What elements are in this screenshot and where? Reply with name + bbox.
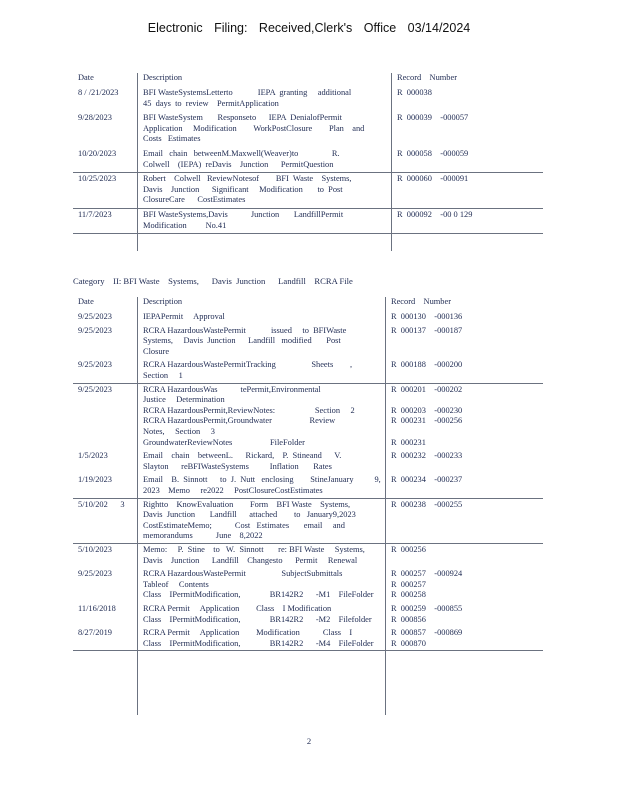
- row-record-number: R 000257: [391, 579, 426, 589]
- row-date: 9/25/2023: [78, 312, 112, 321]
- category-heading: Category II: BFI Waste Systems, Davis Junction Landfill RCRA File: [73, 276, 353, 286]
- column-header-record-number: Record Number: [391, 297, 452, 306]
- row-description-line: 2023 Memo re2022 PostClosureCostEstimates: [143, 485, 323, 495]
- row-description-line: Notes, Section 3: [143, 426, 215, 436]
- row-record-number: R 000188 -000200: [391, 360, 463, 370]
- row-description-line: Robert Colwell ReviewNotesof BFI Waste Systems,: [143, 174, 352, 184]
- row-description-line: RCRA HazardousWastePermit issued to BFIWaste: [143, 325, 347, 335]
- row-record-number: R 000201 -000202: [391, 384, 463, 394]
- row-description-line: BFI WasteSystemsLetterto IEPA granting additional: [143, 88, 352, 97]
- row-description-line: GroundwaterReviewNotes FileFolder: [143, 437, 305, 447]
- row-description-line: RCRA Permit Application Modification Class I: [143, 628, 353, 638]
- row-date: 8 / /21/2023: [78, 88, 119, 97]
- column-header-description: Description: [143, 297, 183, 306]
- row-record-number: R 000234 -000237: [391, 475, 463, 485]
- table-row: [73, 500, 543, 542]
- row-description-line: RCRA Permit Application Class I Modification: [143, 604, 332, 613]
- row-record-number: R 000870: [391, 638, 426, 648]
- row-description-line: RCRA HazardousPermit,Groundwater Review: [143, 416, 336, 426]
- row-description-line: Class IPermitModification, BR142R2 -M4 FileFolder: [143, 638, 374, 648]
- row-description-line: Modification No.41: [143, 220, 227, 230]
- row-date: 10/25/2023: [78, 174, 117, 184]
- row-separator: [73, 208, 543, 209]
- row-date: 9/25/2023: [78, 325, 112, 335]
- row-description-line: Justice Determination: [143, 395, 225, 405]
- row-record-number: R 000232 -000233: [391, 451, 463, 461]
- row-description-line: ClosureCare CostEstimates: [143, 195, 246, 205]
- table-bottom-rule: [73, 233, 543, 234]
- row-description-line: Email chain betweenL. Rickard, P. Stineand V.: [143, 451, 342, 461]
- row-record-number: R 000857 -000869: [391, 628, 463, 638]
- row-description-line: CostEstimateMemo; Cost Estimates email and: [143, 520, 345, 530]
- row-record-number: R 000039 -000057: [397, 113, 469, 123]
- page-number: 2: [306, 736, 312, 746]
- row-description-line: Davis Junction Landfill Changesto Permit Renewal: [143, 555, 358, 565]
- row-description-line: memorandums June 8,2022: [143, 531, 263, 541]
- row-date: 1/19/2023: [78, 475, 112, 485]
- row-record-number: R 000137 -000187: [391, 325, 463, 335]
- row-date: 9/28/2023: [78, 113, 112, 123]
- column-header-date: Date: [78, 73, 94, 82]
- row-description-line: 45 days to review PermitApplication: [143, 98, 279, 108]
- row-record-number: R 000231: [391, 437, 426, 447]
- row-date: 10/20/2023: [78, 149, 117, 158]
- row-record-number: R 000058 -000059: [397, 149, 469, 158]
- column-header-record-number: Record Number: [397, 73, 458, 82]
- table-row: [73, 475, 543, 496]
- row-description-line: Slayton reBFIWasteSystems Inflation Rates: [143, 461, 332, 471]
- row-date: 9/25/2023: [78, 360, 112, 370]
- table-row: [73, 113, 543, 145]
- row-record-number: R 000231 -000256: [391, 416, 463, 426]
- table-row: [73, 149, 543, 170]
- row-date: 1/5/2023: [78, 451, 108, 461]
- row-description-line: Colwell (IEPA) reDavis Junction PermitQuestion: [143, 159, 334, 169]
- row-record-number: R 000092 -00 0 129: [397, 210, 473, 219]
- row-separator: [73, 543, 543, 544]
- records-table-2: [73, 297, 543, 715]
- row-description-line: Davis Junction Significant Modification to Post: [143, 184, 343, 194]
- table-row: [73, 88, 543, 109]
- table-row: [73, 569, 543, 601]
- row-record-number: R 000238 -000255: [391, 499, 463, 509]
- row-record-number: R 000257 -000924: [391, 569, 463, 579]
- table-row: [73, 360, 543, 381]
- row-record-number: R 000060 -000091: [397, 174, 469, 184]
- row-record-number: R 000203 -000230: [391, 405, 463, 415]
- row-record-number: R 000259 -000855: [391, 604, 463, 613]
- table-row: [73, 451, 543, 472]
- table-row: [73, 385, 543, 449]
- row-description-line: RCRA HazardousWastePermitTracking Sheets ,: [143, 360, 353, 370]
- row-description-line: IEPAPermit Approval: [143, 312, 225, 321]
- table-row: [73, 604, 543, 625]
- row-description-line: Section 1: [143, 370, 183, 380]
- row-description-line: Closure: [143, 346, 170, 356]
- row-date: 5/10/2023: [78, 545, 112, 554]
- row-description-line: Memo: P. Stine to W. Sinnott re: BFI Waste Systems,: [143, 545, 365, 554]
- row-description-line: RCRA HazardousWas tePermit,Environmental: [143, 384, 321, 394]
- row-date: 8/27/2019: [78, 628, 112, 638]
- row-separator: [73, 498, 543, 499]
- row-description-line: Tableof Contents: [143, 579, 209, 589]
- row-description-line: Costs Estimates: [143, 134, 201, 144]
- row-date: 9/25/2023: [78, 569, 112, 579]
- row-description-line: RCRA HazardousPermit,ReviewNotes: Section 2: [143, 405, 355, 415]
- table-row: [73, 174, 543, 206]
- records-table-1: [73, 73, 543, 251]
- row-record-number: R 000256: [391, 545, 426, 554]
- row-description-line: Class IPermitModification, BR142R2 -M2 Filefolder: [143, 614, 372, 624]
- row-date: 11/7/2023: [78, 210, 112, 219]
- row-description-line: Class IPermitModification, BR142R2 -M1 FileFolder: [143, 590, 374, 600]
- column-header-description: Description: [143, 73, 183, 82]
- row-date: 9/25/2023: [78, 384, 112, 394]
- row-record-number: R 000856: [391, 614, 426, 624]
- row-description-line: BFI WasteSystem Responseto IEPA DenialofPermit: [143, 113, 342, 123]
- table-row: [73, 326, 543, 358]
- filing-stamp-header: Electronic Filing: Received,Clerk's Office 03/14/2024: [147, 21, 471, 35]
- row-record-number: R 000130 -000136: [391, 312, 463, 321]
- column-header-date: Date: [78, 297, 94, 306]
- row-description-line: BFI WasteSystems,Davis Junction LandfillPermit: [143, 210, 344, 219]
- row-description-line: Rightto KnowEvaluation Form BFI Waste Systems,: [143, 499, 351, 509]
- row-description-line: Email B. Sinnott to J. Nutt enclosing StineJanuary 9,: [143, 475, 381, 485]
- row-record-number: R 000258: [391, 590, 426, 600]
- row-separator: [73, 172, 543, 173]
- row-description-line: Davis Junction Landfill attached to January9,2023: [143, 510, 356, 520]
- row-description-line: RCRA HazardousWastePermit SubjectSubmittals: [143, 569, 343, 579]
- table-row: [73, 210, 543, 231]
- row-separator: [73, 383, 543, 384]
- row-date: 11/16/2018: [78, 604, 116, 613]
- row-description-line: Email chain betweenM.Maxwell(Weaver)to R.: [143, 149, 340, 158]
- table-bottom-rule: [73, 650, 543, 651]
- row-date: 5/10/202 3: [78, 499, 125, 509]
- table-row: [73, 628, 543, 649]
- row-description-line: Systems, Davis Junction Landfill modified Post: [143, 336, 341, 346]
- table-row: [73, 312, 543, 323]
- row-record-number: R 000038: [397, 88, 432, 97]
- row-description-line: Application Modification WorkPostClosure Plan and: [143, 123, 365, 133]
- table-row: [73, 545, 543, 566]
